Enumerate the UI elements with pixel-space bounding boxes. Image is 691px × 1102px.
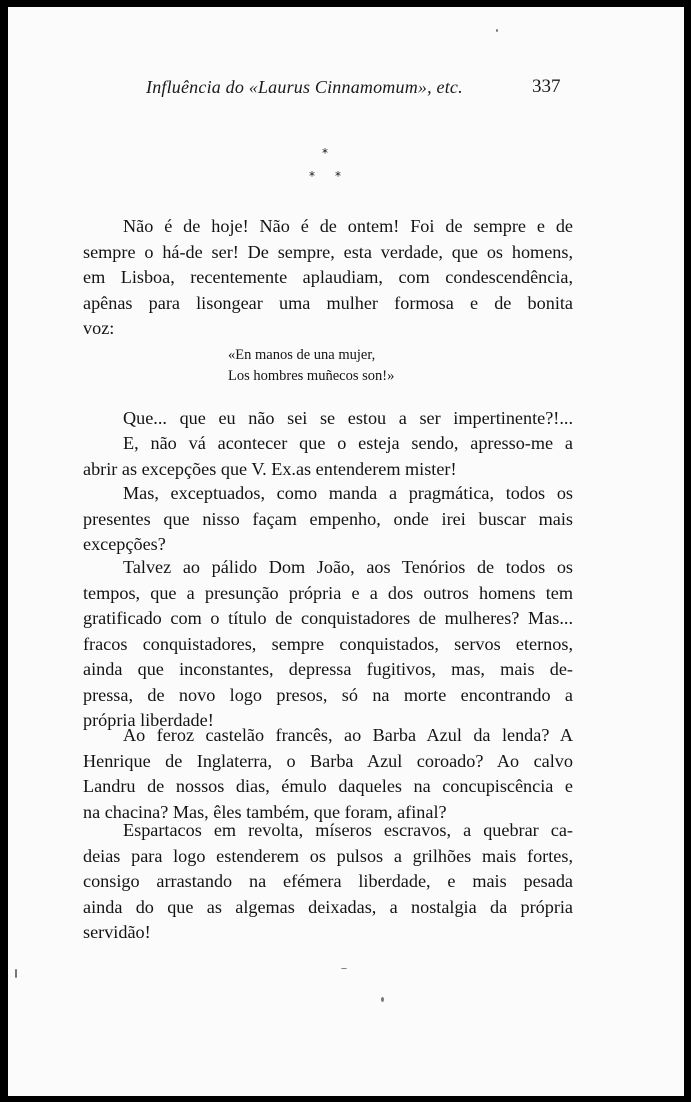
page-number: 337 bbox=[532, 76, 561, 97]
text-line: Henrique de Inglaterra, o Barba Azul coroado? Ao calvo bbox=[83, 750, 573, 771]
asterisk-icon: * bbox=[309, 169, 315, 183]
text-line: na chacina? Mas, êles também, que foram, afinal? bbox=[83, 801, 447, 822]
text-line: excepções? bbox=[83, 534, 166, 554]
speck bbox=[341, 968, 347, 969]
quote-line: Los hombres muñecos son!» bbox=[228, 368, 395, 384]
text-line: ainda que inconstantes, depressa fugitivos, mas, mais de- bbox=[83, 659, 573, 679]
text-line: tempos, que a presunção própria e a dos outros homens tem bbox=[83, 582, 573, 603]
book-page bbox=[8, 7, 684, 1096]
text-line: Landru de nossos dias, émulo daqueles na concupiscência e bbox=[83, 776, 573, 796]
text-line: Não é de hoje! Não é de ontem! Foi de sempre e de bbox=[123, 216, 573, 236]
paragraph-2 bbox=[83, 406, 573, 432]
text-line: apênas para lisongear uma mulher formosa e de bonita bbox=[83, 292, 573, 313]
text-line: Mas, exceptuados, como manda a pragmática, todos os bbox=[123, 483, 573, 503]
quote-line: «En manos de una mujer, bbox=[228, 347, 376, 363]
text-line: fracos conquistadores, sempre conquistados, servos eternos, bbox=[83, 633, 573, 654]
paragraph-4 bbox=[83, 481, 573, 558]
text-line: voz: bbox=[83, 318, 115, 338]
text-line: abrir as excepções que V. Ex.as entenderem mister! bbox=[83, 458, 457, 479]
paragraph-7 bbox=[83, 818, 573, 946]
speck bbox=[15, 969, 17, 978]
paragraph-1 bbox=[83, 214, 573, 342]
text-line: pressa, de novo logo presos, só na morte encontrando a bbox=[83, 684, 573, 705]
asterisk-icon: * bbox=[322, 146, 328, 160]
text-line: ainda do que as algemas deixadas, a nostalgia da própria bbox=[83, 896, 573, 917]
paragraph-6 bbox=[83, 723, 573, 825]
text-line: própria liberdade! bbox=[83, 710, 214, 730]
paragraph-3 bbox=[83, 431, 573, 482]
text-line: consigo arrastando na efémera liberdade, e mais pesada bbox=[83, 871, 573, 891]
running-title: Influência do «Laurus Cinnamomum», etc. bbox=[146, 77, 463, 97]
text-line: Espartacos em revolta, míseros escravos, a quebrar ca- bbox=[123, 820, 573, 840]
speck bbox=[496, 29, 498, 32]
speck bbox=[381, 997, 384, 1002]
text-line: presentes que nisso façam empenho, onde irei buscar mais bbox=[83, 508, 573, 529]
asterism-separator bbox=[298, 142, 358, 192]
text-line: Ao feroz castelão francês, ao Barba Azul da lenda? A bbox=[123, 725, 573, 745]
text-line: Talvez ao pálido Dom João, aos Tenórios de todos os bbox=[123, 557, 573, 577]
block-quote bbox=[228, 345, 394, 387]
text-line: em Lisboa, recentemente aplaudiam, com condescendência, bbox=[83, 267, 573, 287]
text-line: gratificado com o título de conquistadores de mulheres? Mas... bbox=[83, 608, 573, 628]
asterisk-icon: * bbox=[335, 169, 341, 183]
text-line: sempre o há-de ser! De sempre, esta verdade, que os homens, bbox=[83, 241, 573, 262]
text-line: deias para logo estenderem os pulsos a grilhões mais fortes, bbox=[83, 845, 573, 866]
text-line: Que... que eu não sei se estou a ser impertinente?!... bbox=[123, 408, 573, 428]
text-line: servidão! bbox=[83, 922, 151, 942]
text-line: E, não vá acontecer que o esteja sendo, apresso-me a bbox=[123, 433, 573, 453]
paragraph-5 bbox=[83, 555, 573, 734]
